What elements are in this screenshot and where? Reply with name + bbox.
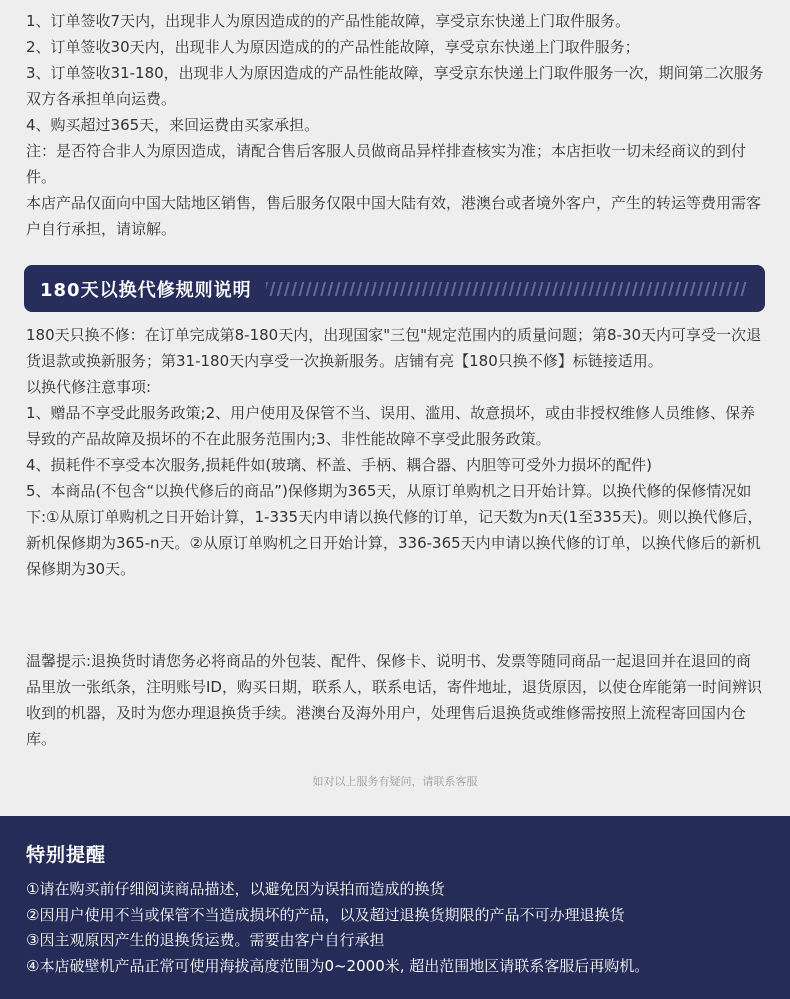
- note-item-4: 4、损耗件不享受本次服务,损耗件如(玻璃、杯盖、手柄、耦合器、内胆等可受外力损坏的配件): [26, 456, 653, 474]
- special-reminder-item: ③因主观原因产生的退换货运费。需要由客户自行承担: [26, 931, 385, 949]
- special-reminder-item: ②因用户使用不当或保管不当造成损坏的产品，以及超过退换货期限的产品不可办理退换货: [26, 905, 625, 924]
- note-item-5: 5、本商品(不包含“以换代修后的商品”)保修期为365天，从原订单购机之日开始计算。以换代修的保修情况如下:①从原订单购机之日开始计算，1-335天内申请以换代修的订单，记天数为n天(1至335天)。则以换代修后，新机保修期为365-n天。②从原订单购机之日开始计算，336-365天内申请以换代修的订单，以换代修后的新机保修期为30天。: [26, 482, 763, 578]
- replace-instead-of-repair-section: [26, 322, 766, 582]
- return-tips-section: [26, 648, 766, 752]
- special-reminder-item: ①请在购买前仔细阅读商品描述，以避免因为误拍而造成的换货: [26, 880, 445, 898]
- contact-service-note: 如对以上服务有疑问，请联系客服: [312, 775, 478, 788]
- banner-title: 180天以换代修规则说明: [40, 279, 252, 301]
- rule-180-day: 180天只换不修：在订单完成第8-180天内，出现国家"三包"规定范围内的质量问题；第8-30天内可享受一次退货退款或换新服务；第31-180天内享受一次换新服务。店铺有亮【180只换不修】标链接适用。: [26, 326, 762, 370]
- return-tips-text: 温馨提示:退换货时请您务必将商品的外包装、配件、保修卡、说明书、发票等随同商品一起退回并在退回的商品里放一张纸条，注明账号ID，购买日期，联系人，联系电话，寄件地址，退货原因，以使仓库能第一时间辨识收到的机器，及时为您办理退换货手续。港澳台及海外用户，处理售后退换货或维修需按照上流程寄回国内仓库。: [26, 652, 762, 748]
- policy-line-30-day: 2、订单签收30天内，出现非人为原因造成的的产品性能故障，享受京东快递上门取件服务；: [26, 38, 640, 56]
- special-reminder-title: 特别提醒: [26, 844, 107, 866]
- policy-line-31-180-day: 3、订单签收31-180，出现非人为原因造成的产品性能故障，享受京东快递上门取件服务一次，期间第二次服务双方各承担单向运费。: [26, 64, 764, 108]
- special-reminder-panel: [0, 816, 790, 999]
- special-reminder-item: ④本店破壁机产品正常可使用海拔高度范围为0~2000米, 超出范围地区请联系客服后再购机。: [26, 956, 650, 975]
- policy-line-7-day: 1、订单签收7天内，出现非人为原因造成的的产品性能故障，享受京东快递上门取件服务。: [26, 12, 631, 30]
- after-sales-policy-section: [26, 8, 766, 242]
- policy-line-365-day: 4、购买超过365天，来回运费由买家承担。: [26, 116, 320, 134]
- section-banner: [24, 265, 765, 312]
- banner-decoration: [266, 282, 747, 296]
- note-item-1-3: 1、赠品不享受此服务政策;2、用户使用及保管不当、误用、滥用、故意损坏，或由非授权维修人员维修、保养导致的产品故障及损坏的不在此服务范围内;3、非性能故障不享受此服务政策。: [26, 404, 756, 448]
- policy-region-note: 本店产品仅面向中国大陆地区销售，售后服务仅限中国大陆有效，港澳台或者境外客户，产生的转运等费用需客户自行承担，请谅解。: [26, 194, 762, 238]
- policy-note: 注：是否符合非人为原因造成，请配合售后客服人员做商品异样排查核实为准；本店拒收一切未经商议的到付件。: [26, 142, 747, 186]
- notes-heading: 以换代修注意事项:: [26, 378, 152, 396]
